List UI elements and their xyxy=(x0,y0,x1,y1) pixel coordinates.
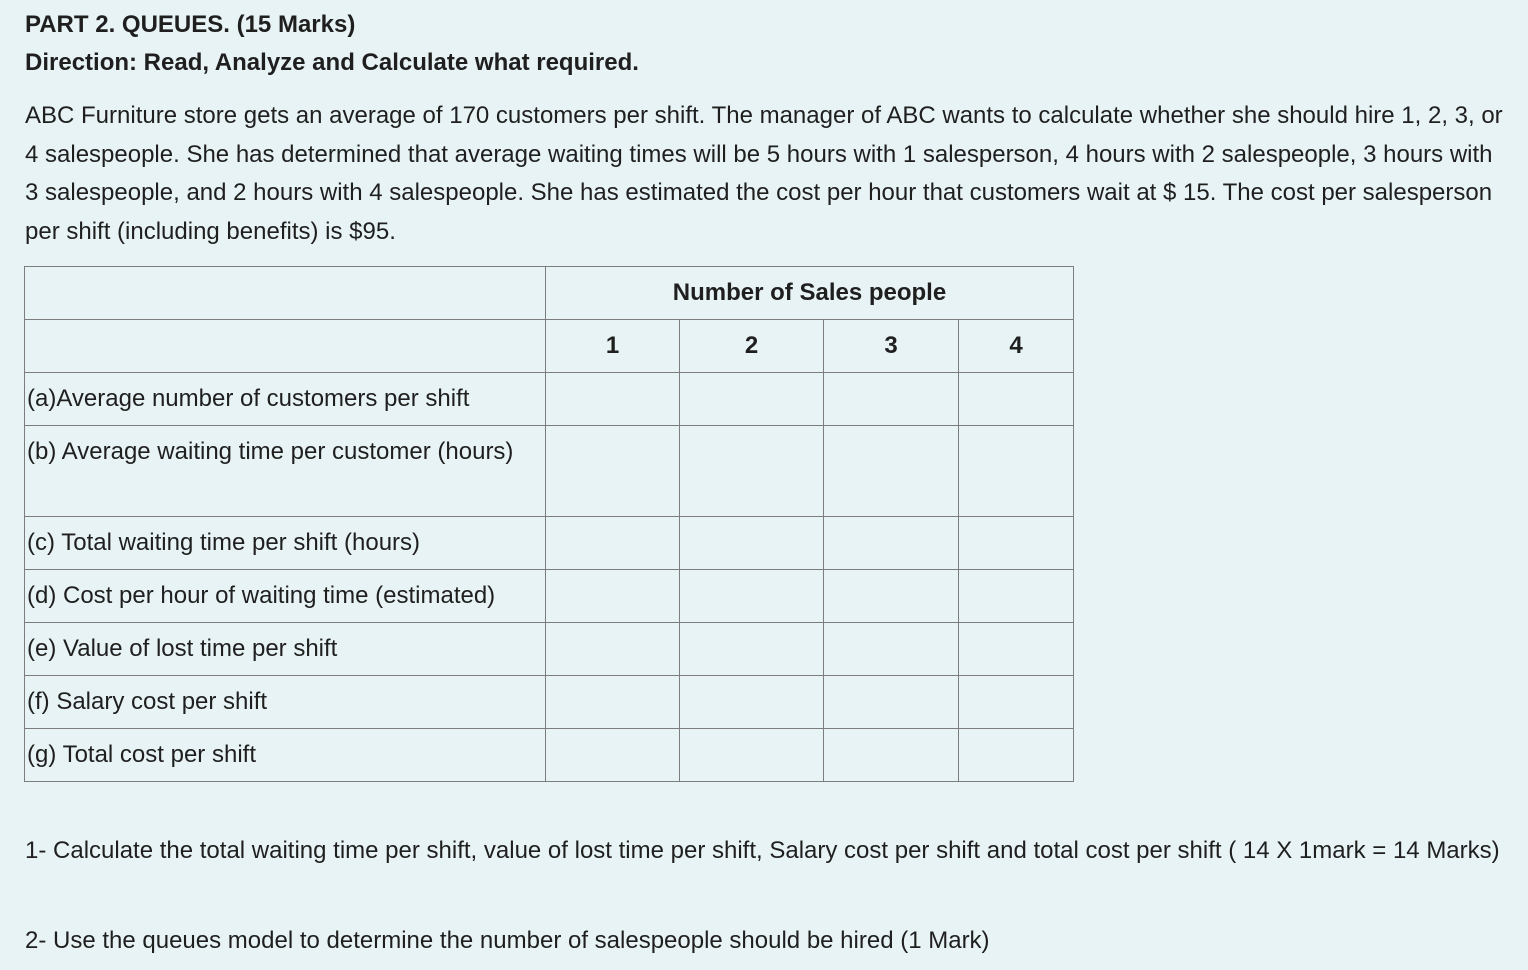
answer-cell[interactable] xyxy=(680,676,824,729)
row-label-f: (f) Salary cost per shift xyxy=(25,676,546,729)
queue-cost-table xyxy=(24,266,1074,782)
answer-cell[interactable] xyxy=(680,729,824,782)
answer-cell[interactable] xyxy=(546,729,680,782)
row-label-b: (b) Average waiting time per customer (hours) xyxy=(25,426,546,517)
answer-cell[interactable] xyxy=(546,676,680,729)
part-title: PART 2. QUEUES. (15 Marks) xyxy=(25,11,356,38)
answer-cell[interactable] xyxy=(680,426,824,517)
answer-cell[interactable] xyxy=(824,517,959,570)
row-label-c: (c) Total waiting time per shift (hours) xyxy=(25,517,546,570)
answer-cell[interactable] xyxy=(546,570,680,623)
column-header-1: 1 xyxy=(546,320,680,373)
table-blank-cell xyxy=(25,320,546,373)
answer-cell[interactable] xyxy=(824,676,959,729)
answer-cell[interactable] xyxy=(680,623,824,676)
answer-cell[interactable] xyxy=(824,729,959,782)
answer-cell[interactable] xyxy=(546,623,680,676)
direction-text: Direction: Read, Analyze and Calculate what required. xyxy=(25,49,639,76)
answer-cell[interactable] xyxy=(546,373,680,426)
answer-cell[interactable] xyxy=(824,623,959,676)
answer-cell[interactable] xyxy=(959,623,1074,676)
answer-cell[interactable] xyxy=(959,426,1074,517)
question-2: 2- Use the queues model to determine the number of salespeople should be hired (1 Mark) xyxy=(25,927,990,954)
answer-cell[interactable] xyxy=(680,517,824,570)
row-label-d: (d) Cost per hour of waiting time (estimated) xyxy=(25,570,546,623)
answer-cell[interactable] xyxy=(959,570,1074,623)
row-label-g: (g) Total cost per shift xyxy=(25,729,546,782)
answer-cell[interactable] xyxy=(959,676,1074,729)
answer-cell[interactable] xyxy=(959,729,1074,782)
salespeople-group-header: Number of Sales people xyxy=(546,267,1074,320)
problem-paragraph: ABC Furniture store gets an average of 170 customers per shift. The manager of ABC wants to calculate whether she should hire 1, 2, 3, or 4 salespeople. She has determined that average waiting times will be 5 hours with 1 salesperson, 4 hours with 2 salespeople, 3 hours with 3 salespeople, and 2 hours with 4 salespeople. She has estimated the cost per hour that customers wait at $ 15. The cost per salesperson per shift (including benefits) is $95. xyxy=(25,102,1503,245)
question-1: 1- Calculate the total waiting time per shift, value of lost time per shift, Salary cost per shift and total cost per shift ( 14 X 1mark = 14 Marks) xyxy=(25,837,1500,864)
column-header-3: 3 xyxy=(824,320,959,373)
column-header-2: 2 xyxy=(680,320,824,373)
answer-cell[interactable] xyxy=(546,517,680,570)
answer-cell[interactable] xyxy=(824,426,959,517)
table-row xyxy=(25,623,1074,676)
table-row xyxy=(25,570,1074,623)
answer-cell[interactable] xyxy=(824,373,959,426)
column-header-4: 4 xyxy=(959,320,1074,373)
table-row xyxy=(25,517,1074,570)
answer-cell[interactable] xyxy=(959,373,1074,426)
table-corner-cell xyxy=(25,267,546,320)
row-label-a: (a)Average number of customers per shift xyxy=(25,373,546,426)
answer-cell[interactable] xyxy=(680,373,824,426)
answer-cell[interactable] xyxy=(680,570,824,623)
row-label-e: (e) Value of lost time per shift xyxy=(25,623,546,676)
answer-cell[interactable] xyxy=(959,517,1074,570)
answer-cell[interactable] xyxy=(824,570,959,623)
table-row xyxy=(25,676,1074,729)
answer-cell[interactable] xyxy=(546,426,680,517)
table-row xyxy=(25,729,1074,782)
table-row xyxy=(25,373,1074,426)
table-row xyxy=(25,426,1074,517)
